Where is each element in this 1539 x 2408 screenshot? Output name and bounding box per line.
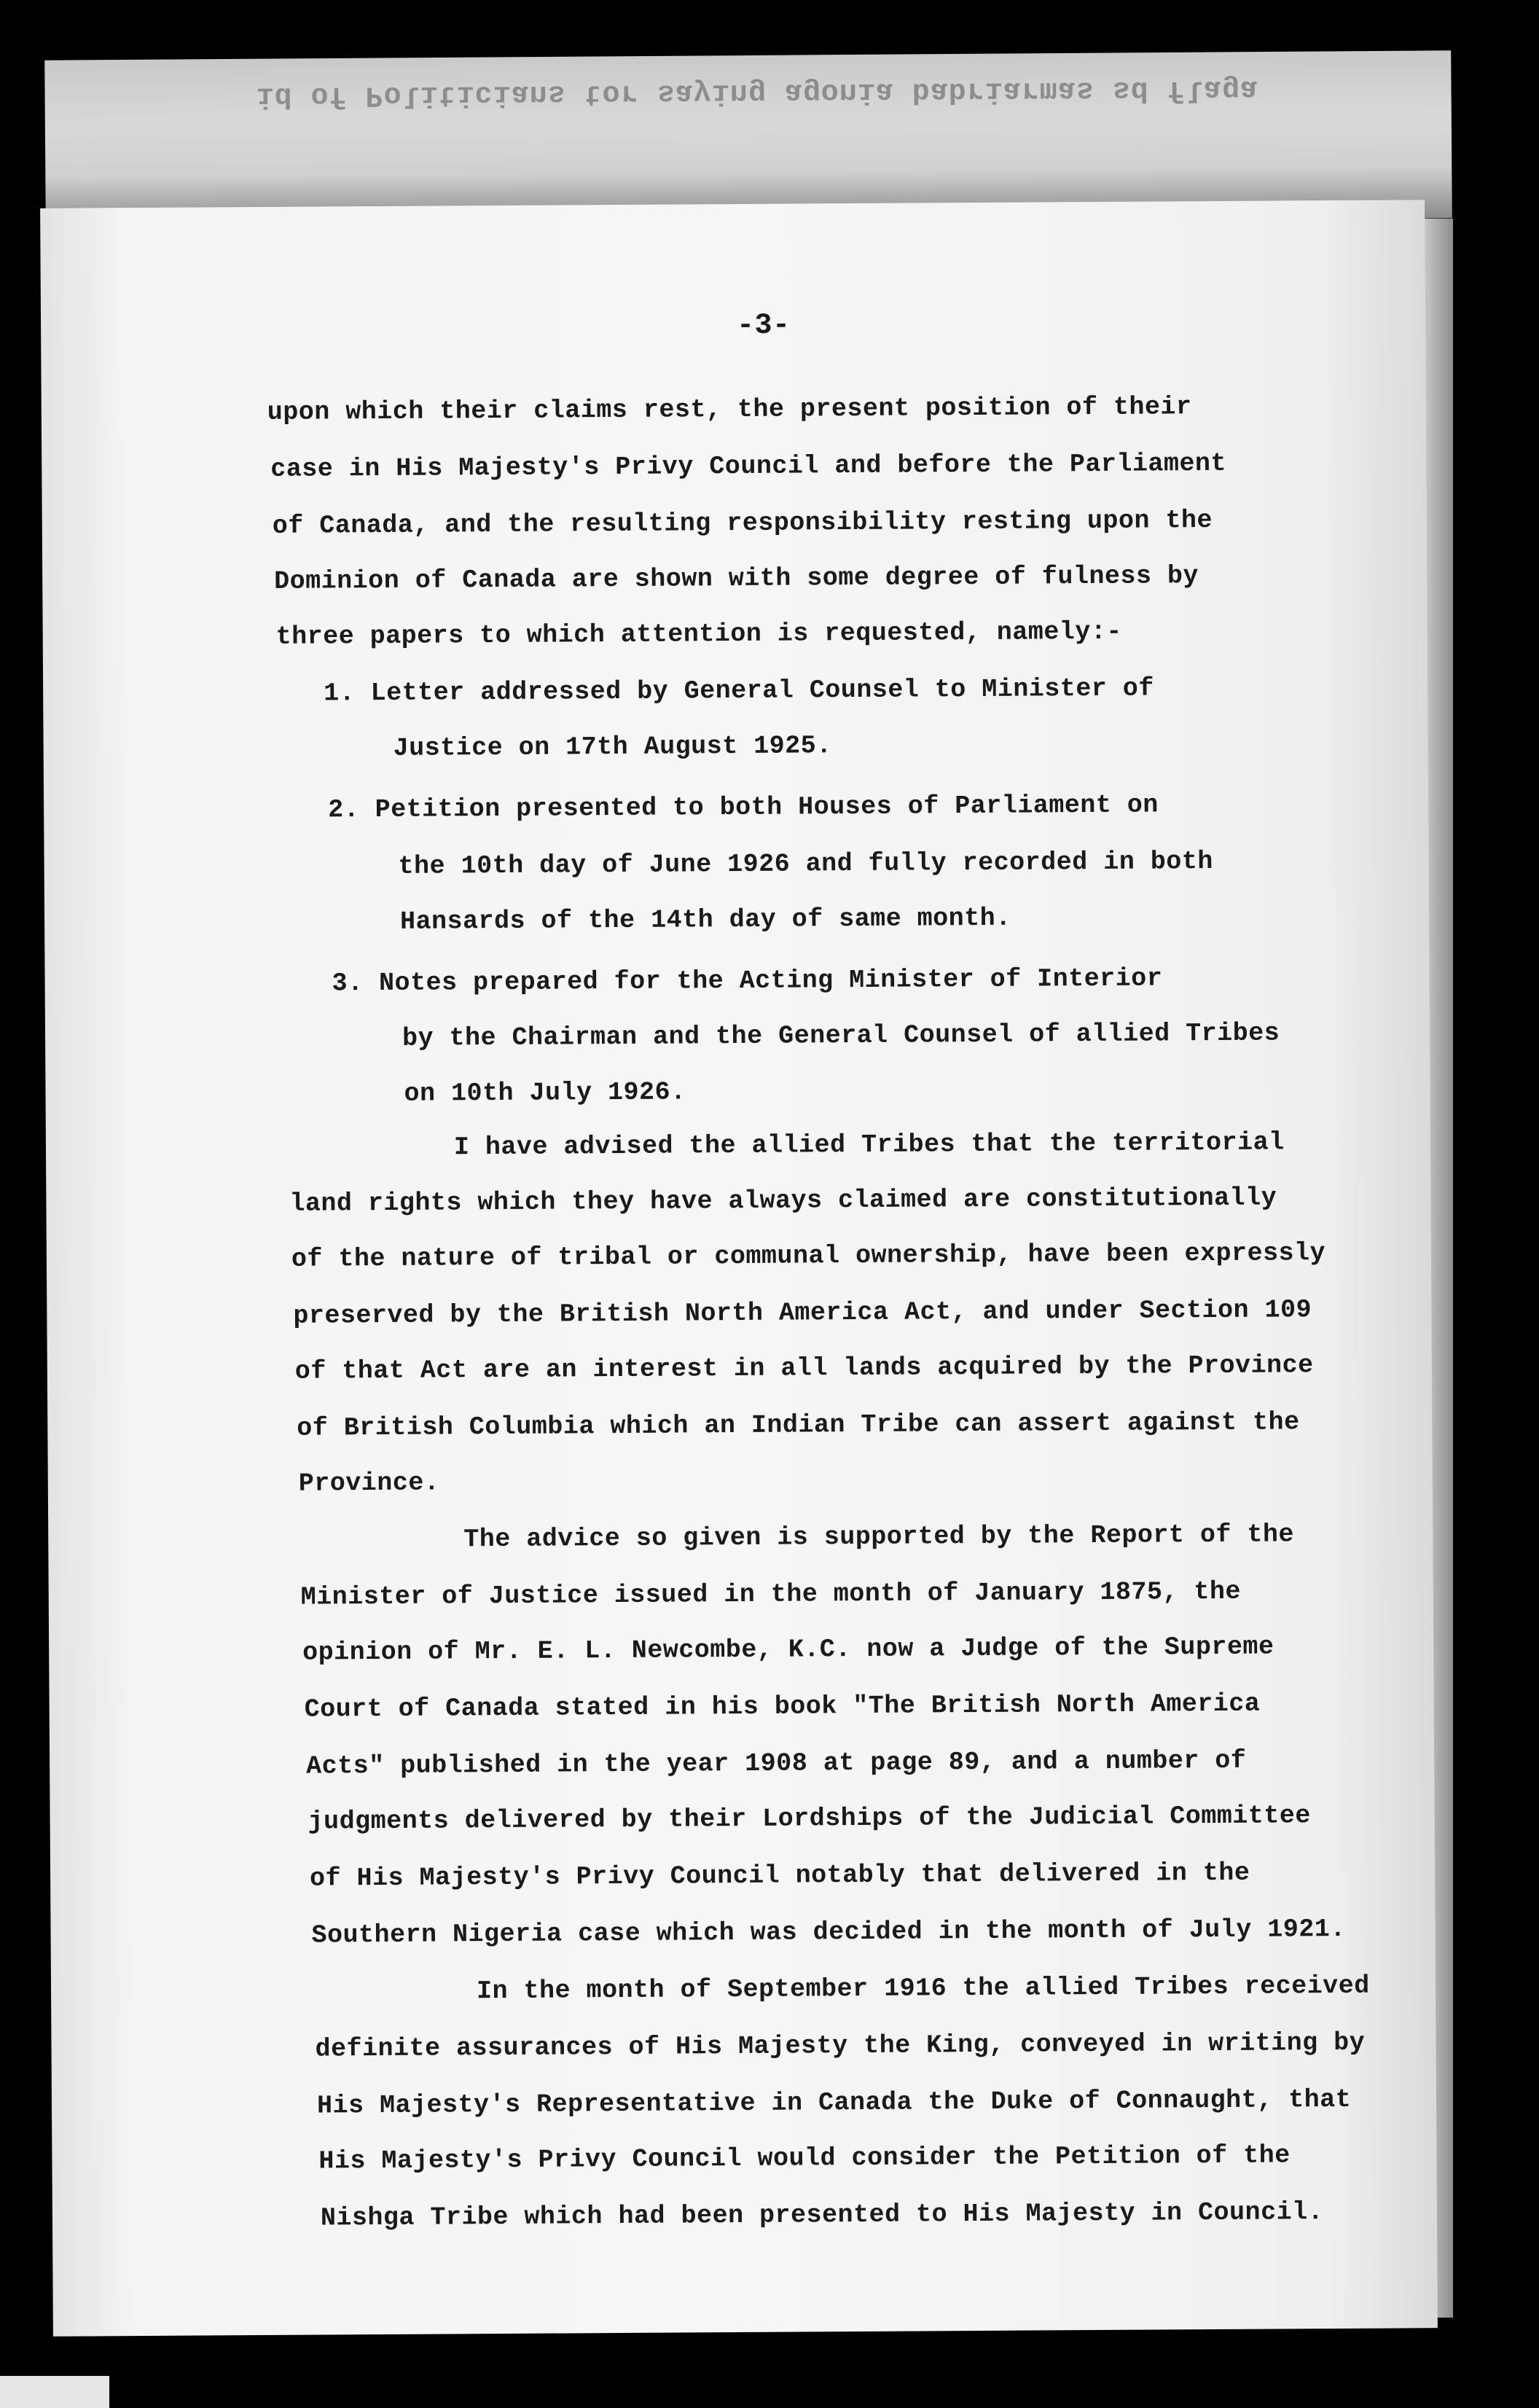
body-line: of British Columbia which an Indian Tribe can assert against the bbox=[297, 1407, 1300, 1443]
reverse-side-bleed-through bbox=[253, 375, 1380, 1178]
body-line: definite assurances of His Majesty the King, conveyed in writing by bbox=[315, 2028, 1366, 2064]
list-item-3-line: 3. Notes prepared for the Acting Minister of Interior bbox=[332, 963, 1163, 998]
body-line: His Majesty's Privy Council would consider the Petition of the bbox=[318, 2141, 1291, 2176]
list-item-2-line: Hansards of the 14th day of same month. bbox=[399, 903, 1011, 937]
body-line: The advice so given is supported by the Report of the bbox=[463, 1520, 1295, 1555]
body-line: In the month of September 1916 the allied Tribes received bbox=[476, 1971, 1370, 2006]
previous-page-mirrored-text: id of Politicians tor saying agonia babriarmas sd flaga bbox=[256, 72, 1258, 112]
body-line: His Majesty's Representative in Canada the Duke of Connaught, that bbox=[316, 2084, 1352, 2121]
list-item-2-line: the 10th day of June 1926 and fully recorded in both bbox=[398, 847, 1213, 881]
body-line: judgments delivered by their Lordships of the Judicial Committee bbox=[308, 1801, 1311, 1837]
body-line: Nishga Tribe which had been presented to His Majesty in Council. bbox=[320, 2197, 1324, 2233]
scan-border bbox=[0, 2354, 1539, 2408]
body-line: Southern Nigeria case which was decided in the month of July 1921. bbox=[311, 1914, 1346, 1950]
list-item-1-line: Justice on 17th August 1925. bbox=[393, 731, 832, 763]
body-line: Acts" published in the year 1908 at page 89, and a number of bbox=[306, 1746, 1247, 1781]
body-line: case in His Majesty's Privy Council and before the Parliament bbox=[270, 448, 1227, 484]
body-line: Dominion of Canada are shown with some degree of fulness by bbox=[274, 561, 1199, 596]
body-line: of that Act are an interest in all lands acquired by the Province bbox=[294, 1350, 1314, 1386]
body-line: land rights which they have always claimed are constitutionally bbox=[289, 1183, 1277, 1219]
document-page bbox=[40, 200, 1438, 2337]
body-line: of Canada, and the resulting responsibility resting upon the bbox=[272, 506, 1213, 541]
list-item-3-line: on 10th July 1926. bbox=[404, 1077, 686, 1109]
body-line: Province. bbox=[298, 1468, 440, 1498]
body-line: preserved by the British North America Act, and under Section 109 bbox=[293, 1295, 1312, 1331]
paper-corner bbox=[0, 2376, 109, 2408]
body-line: I have advised the allied Tribes that the territorial bbox=[453, 1127, 1285, 1162]
body-line: of His Majesty's Privy Council notably that delivered in the bbox=[309, 1858, 1250, 1893]
body-line: three papers to which attention is requested, namely:- bbox=[275, 617, 1122, 652]
page-number: -3- bbox=[736, 309, 791, 343]
body-line: Minister of Justice issued in the month of January 1875, the bbox=[300, 1576, 1242, 1612]
list-item-3-line: by the Chairman and the General Counsel of allied Tribes bbox=[402, 1018, 1280, 1053]
list-item-2-line: 2. Petition presented to both Houses of Parliament on bbox=[328, 790, 1159, 825]
body-line: Court of Canada stated in his book "The British North America bbox=[304, 1689, 1261, 1724]
body-line: of the nature of tribal or communal ownership, have been expressly bbox=[291, 1238, 1326, 1274]
body-line: opinion of Mr. E. L. Newcombe, K.C. now a Judge of the Supreme bbox=[302, 1632, 1274, 1668]
list-item-1-line: 1. Letter addressed by General Counsel to Minister of bbox=[324, 673, 1154, 708]
body-line: upon which their claims rest, the present position of their bbox=[267, 392, 1192, 427]
